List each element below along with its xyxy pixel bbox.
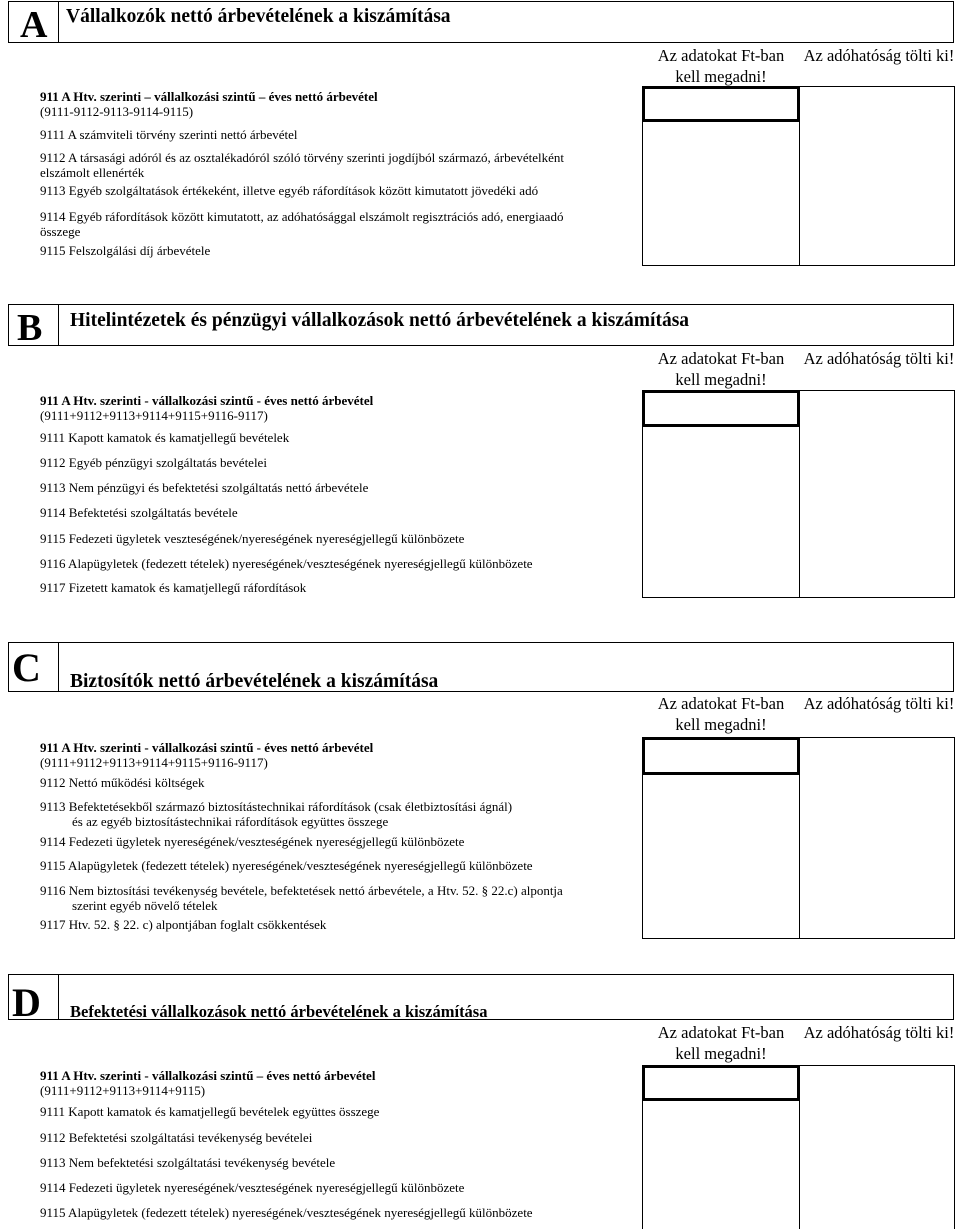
section-b-row-9112 <box>40 455 267 470</box>
section-a-row-911 <box>40 89 378 119</box>
section-c-row-9113 <box>40 799 512 829</box>
row-label: 9113 Nem befektetési szolgáltatási tevékenység bevétele <box>40 1155 336 1170</box>
section-a-title: Vállalkozók nettó árbevételének a kiszámítása <box>66 6 451 27</box>
section-d-grid-top <box>798 1065 955 1066</box>
section-b-row-911 <box>40 393 373 423</box>
section-b-total-amount-input[interactable] <box>642 390 800 427</box>
row-label: 9114 Egyéb ráfordítások között kimutatott, az adóhatósággal elszámolt regisztrációs adó, energiaadó <box>40 209 564 224</box>
row-label: 9115 Alapügyletek (fedezett tételek) nyereségének/veszteségének nyereségjellegű különbözete <box>40 858 533 873</box>
row-label: 911 A Htv. szerinti - vállalkozási szintű - éves nettó árbevétel <box>40 740 374 755</box>
section-b-grid-top <box>798 390 955 391</box>
row-label-cont: összege <box>40 224 81 239</box>
section-a-row-9112 <box>40 150 564 180</box>
section-c-grid-top <box>798 737 955 738</box>
row-label: 911 A Htv. szerinti - vállalkozási szintű – éves nettó árbevétel <box>40 1068 376 1083</box>
section-c-grid-mid <box>799 774 800 939</box>
row-label: 9113 Egyéb szolgáltatások értékeként, illetve egyéb ráfordítások között kimutatott jövedéki adó <box>40 183 539 198</box>
row-label: 9115 Fedezeti ügyletek veszteségének/nyereségének nyereségjellegű különbözete <box>40 531 465 546</box>
row-label: 911 A Htv. szerinti – vállalkozási szintű – éves nettó árbevétel <box>40 89 378 104</box>
section-b-title: Hitelintézetek és pénzügyi vállalkozások nettó árbevételének a kiszámítása <box>70 310 690 331</box>
section-c-row-9116 <box>40 883 563 913</box>
section-a-grid-top <box>798 86 955 87</box>
section-c-col-amount-header: Az adatokat Ft-ban kell megadni! <box>657 694 785 734</box>
section-b-grid-mid <box>799 426 800 598</box>
row-label: 9115 Alapügyletek (fedezett tételek) nyereségének/veszteségének nyereségjellegű különbözete <box>40 1205 533 1220</box>
section-d-row-9112 <box>40 1130 312 1145</box>
section-a-grid-mid <box>799 121 800 266</box>
section-a-total-amount-input[interactable] <box>642 86 800 122</box>
section-c-grid-bottom <box>642 938 955 939</box>
row-label: 9117 Fizetett kamatok és kamatjellegű ráfordítások <box>40 580 307 595</box>
section-d-col-amount-header: Az adatokat Ft-ban kell megadni! <box>657 1023 785 1063</box>
row-label: 9112 Nettó működési költségek <box>40 775 205 790</box>
section-d-grid-mid <box>799 1100 800 1229</box>
section-d-row-911 <box>40 1068 375 1098</box>
row-label: 9116 Alapügyletek (fedezett tételek) nyereségének/veszteségének nyereségjellegű különbözete <box>40 556 533 571</box>
section-c-col-authority-header: Az adóhatóság tölti ki! <box>803 694 955 713</box>
section-a-grid-right <box>954 86 955 266</box>
section-b-letter-divider <box>58 304 59 346</box>
row-label-cont: és az egyéb biztosítástechnikai ráfordítások együttes összege <box>72 814 389 829</box>
section-d-row-9113 <box>40 1155 335 1170</box>
section-b-row-9111 <box>40 430 289 445</box>
section-c-letter-divider <box>58 642 59 692</box>
row-label: 9116 Nem biztosítási tevékenység bevétele, befektetések nettó árbevétele, a Htv. 52. § 22.c) alpontja <box>40 883 563 898</box>
section-b-row-9115 <box>40 531 464 546</box>
row-label: 9117 Htv. 52. § 22. c) alpontjában foglalt csökkentések <box>40 917 327 932</box>
row-label: 9113 Nem pénzügyi és befektetési szolgáltatás nettó árbevétele <box>40 480 369 495</box>
section-b-row-9117 <box>40 580 306 595</box>
row-label: 9112 Befektetési szolgáltatási tevékenység bevételei <box>40 1130 313 1145</box>
section-a-row-9114 <box>40 209 563 239</box>
section-d-row-9114 <box>40 1180 464 1195</box>
section-c-title: Biztosítók nettó árbevételének a kiszámítása <box>70 671 439 692</box>
section-b-col-authority-header: Az adóhatóság tölti ki! <box>803 349 955 368</box>
section-c-total-amount-input[interactable] <box>642 737 800 775</box>
section-d-col-authority-header: Az adóhatóság tölti ki! <box>803 1023 955 1042</box>
section-c-row-9114 <box>40 834 464 849</box>
row-label: 9114 Fedezeti ügyletek nyereségének/veszteségének nyereségjellegű különbözete <box>40 1180 465 1195</box>
row-label-cont: szerint egyéb növelő tételek <box>72 898 218 913</box>
row-label: 9113 Befektetésekből származó biztosítástechnikai ráfordítások (csak életbiztosítási ágnál) <box>40 799 513 814</box>
section-d-total-amount-input[interactable] <box>642 1065 800 1101</box>
section-a-letter: A <box>20 4 48 46</box>
section-c-row-911 <box>40 740 373 770</box>
section-c-row-9115 <box>40 858 533 873</box>
section-d-grid-right <box>954 1065 955 1229</box>
section-c-row-9117 <box>40 917 326 932</box>
section-b-letter: B <box>17 307 43 349</box>
row-label: 9112 Egyéb pénzügyi szolgáltatás bevételei <box>40 455 267 470</box>
section-a-letter-divider <box>58 1 59 43</box>
section-b-row-9116 <box>40 556 533 571</box>
section-b-row-9113 <box>40 480 368 495</box>
section-d-letter-divider <box>58 974 59 1020</box>
section-b-row-9114 <box>40 505 238 520</box>
section-d-title: Befektetési vállalkozások nettó árbevételének a kiszámítása <box>70 1002 488 1021</box>
section-d-row-9115 <box>40 1205 533 1220</box>
row-label-cont: (9111+9112+9113+9114+9115) <box>40 1083 206 1098</box>
section-c-row-9112 <box>40 775 205 790</box>
row-label: 9111 Kapott kamatok és kamatjellegű bevételek <box>40 430 290 445</box>
section-a-row-9115 <box>40 243 210 258</box>
section-a-row-9111 <box>40 127 298 142</box>
section-b-grid-right <box>954 390 955 598</box>
row-label: 9115 Felszolgálási díj árbevétele <box>40 243 211 258</box>
row-label: 9114 Fedezeti ügyletek nyereségének/veszteségének nyereségjellegű különbözete <box>40 834 465 849</box>
section-a-grid-bottom <box>642 265 955 266</box>
row-label-cont: (9111-9112-9113-9114-9115) <box>40 104 194 119</box>
row-label-cont: (9111+9112+9113+9114+9115+9116-9117) <box>40 408 268 423</box>
section-c-letter: C <box>12 645 41 690</box>
section-c-grid-right <box>954 737 955 939</box>
section-d-row-9111 <box>40 1104 379 1119</box>
row-label: 911 A Htv. szerinti - vállalkozási szintű - éves nettó árbevétel <box>40 393 374 408</box>
row-label: 9111 Kapott kamatok és kamatjellegű bevételek együttes összege <box>40 1104 380 1119</box>
section-d-letter: D <box>12 980 41 1025</box>
section-b-grid-bottom <box>642 597 955 598</box>
row-label: 9111 A számviteli törvény szerinti nettó árbevétel <box>40 127 298 142</box>
section-a-row-9113 <box>40 183 538 198</box>
row-label: 9114 Befektetési szolgáltatás bevétele <box>40 505 238 520</box>
row-label-cont: (9111+9112+9113+9114+9115+9116-9117) <box>40 755 268 770</box>
row-label-cont: elszámolt ellenérték <box>40 165 145 180</box>
section-a-col-amount-header: Az adatokat Ft-ban kell megadni! <box>657 46 785 86</box>
row-label: 9112 A társasági adóról és az osztalékadóról szóló törvény szerinti jogdíjból származó, árbevételként <box>40 150 565 165</box>
section-a-col-authority-header: Az adóhatóság tölti ki! <box>803 46 955 65</box>
section-b-col-amount-header: Az adatokat Ft-ban kell megadni! <box>657 349 785 389</box>
